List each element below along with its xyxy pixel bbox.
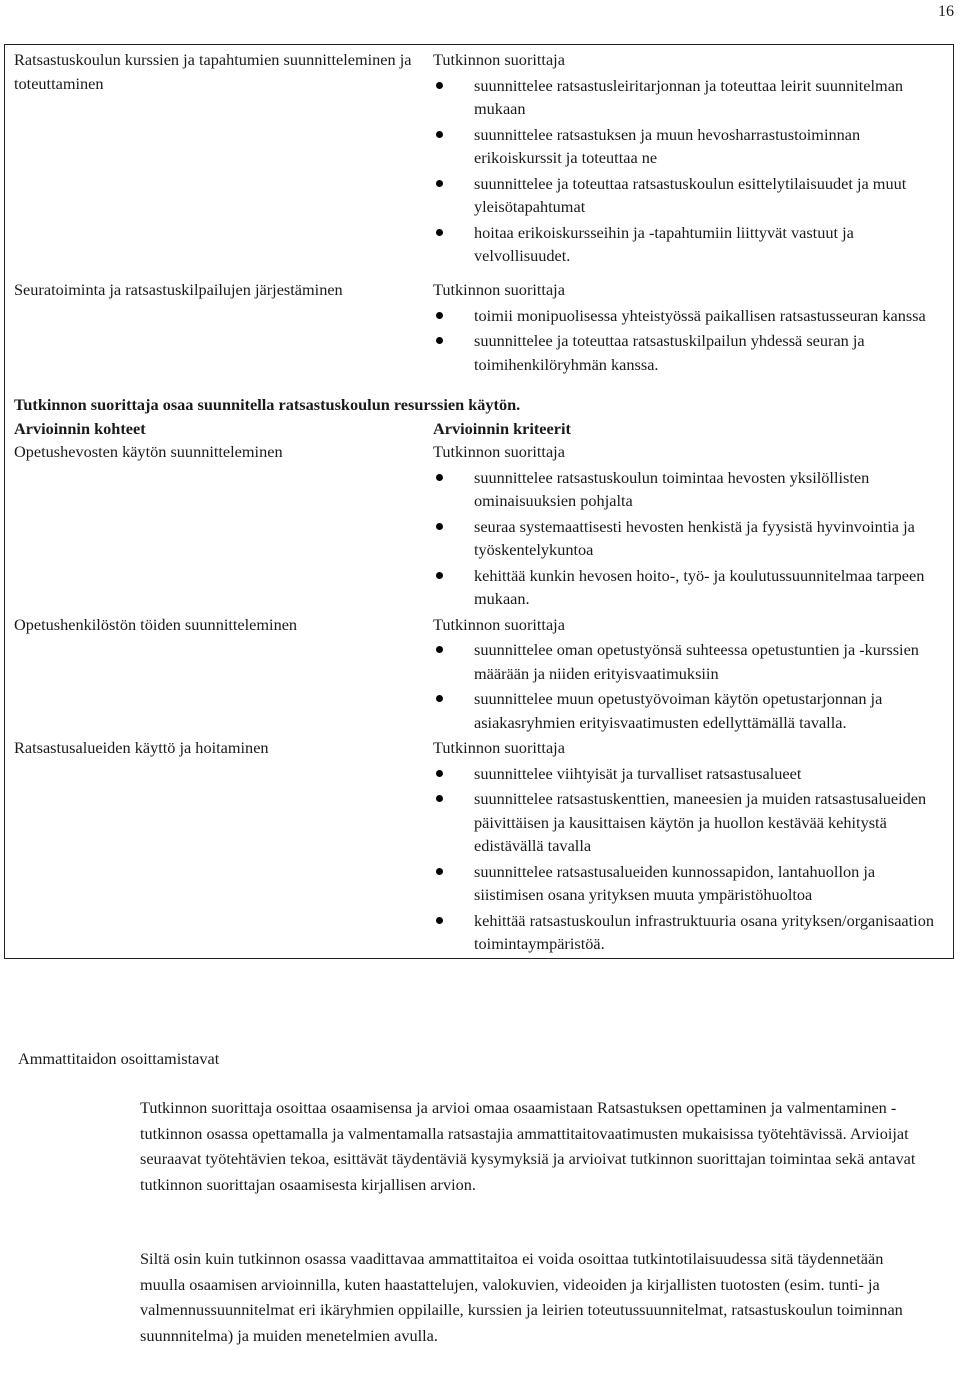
table-row — [5, 45, 953, 278]
header-criteria: Arvioinnin kriteerit — [433, 418, 571, 438]
assessment-criteria — [418, 736, 953, 958]
list-item: suunnittelee ja toteuttaa ratsastuskilpailun yhdessä seuran ja toimihenkilöryhmän kanssa. — [433, 329, 953, 376]
list-item: suunnittelee ratsastuskoulun toimintaa hevosten yksilöllisten ominaisuuksien pohjalta — [433, 466, 953, 513]
criteria-list — [433, 74, 953, 268]
list-item: suunnittelee viihtyisät ja turvalliset ratsastusalueet — [433, 762, 953, 786]
list-item: kehittää ratsastuskoulun infrastruktuuria osana yrityksen/organisaation toimintaympäristöä. — [433, 909, 953, 956]
table-row — [5, 736, 953, 958]
criteria-list — [433, 304, 953, 377]
assessment-criteria — [418, 613, 953, 737]
assessment-target: Ratsastuskoulun kurssien ja tapahtumien suunnitteleminen ja toteuttaminen — [14, 50, 412, 93]
criteria-list — [433, 762, 953, 956]
table-row — [5, 613, 953, 737]
section-heading: Ammattitaidon osoittamistavat — [18, 1049, 220, 1068]
criteria-lead: Tutkinnon suorittaja — [433, 442, 565, 461]
table-header — [5, 417, 953, 441]
list-item: suunnittelee ja toteuttaa ratsastuskoulun esittelytilaisuudet ja muut yleisötapahtumat — [433, 172, 953, 219]
table-row — [5, 278, 953, 393]
assessment-target: Ratsastusalueiden käyttö ja hoitaminen — [14, 738, 269, 757]
list-item: toimii monipuolisessa yhteistyössä paikallisen ratsastusseuran kanssa — [433, 304, 953, 328]
criteria-list — [433, 466, 953, 611]
list-item: suunnittelee ratsastuskenttien, maneesien ja muiden ratsastusalueiden päivittäisen ja kausittaisen käytön ja huollon kestävää kehitystä edistävällä tavalla — [433, 787, 953, 858]
criteria-lead: Tutkinnon suorittaja — [433, 614, 565, 634]
criteria-list — [433, 638, 953, 734]
criteria-lead: Tutkinnon suorittaja — [433, 50, 565, 69]
assessment-target: Opetushevosten käytön suunnitteleminen — [14, 442, 283, 461]
assessment-criteria — [418, 48, 953, 278]
list-item: suunnittelee ratsastusleiritarjonnan ja toteuttaa leirit suunnitelman mukaan — [433, 74, 953, 121]
assessment-criteria — [418, 278, 953, 393]
list-item: kehittää kunkin hevosen hoito-, työ- ja koulutussuunnitelmaa tarpeen mukaan. — [433, 564, 953, 611]
criteria-lead: Tutkinnon suorittaja — [433, 280, 565, 299]
assessment-target: Opetushenkilöstön töiden suunnitteleminen — [14, 614, 298, 634]
table-row — [5, 440, 953, 613]
header-targets: Arvioinnin kohteet — [14, 418, 146, 438]
objective-heading: Tutkinnon suorittaja osaa suunnitella ratsastuskoulun resurssien käytön. — [14, 395, 521, 414]
body-paragraph: Siltä osin kuin tutkinnon osassa vaadittavaa ammattitaitoa ei voida osoittaa tutkintotilaisuudessa sitä täydennetään muulla osaamisen arvioinnilla, kuten haastattelujen, valokuvien, videoiden ja kirjallisten tuotosten (esim. tunti- ja valmennussuunnitelmat eri ikäryhmien oppilaille, kurssien ja leirien toteutussuunnitelmat, ratsastuskoulun toiminnan suunnnitelma) ja muiden menetelmien avulla. — [140, 1249, 903, 1345]
list-item: hoitaa erikoiskursseihin ja -tapahtumiin liittyvät vastuut ja velvollisuudet. — [433, 221, 953, 268]
list-item: suunnittelee ratsastuksen ja muun hevosharrastustoiminnan erikoiskurssit ja toteuttaa ne — [433, 123, 953, 170]
assessment-table — [4, 44, 954, 959]
page-number: 16 — [938, 3, 954, 20]
list-item: suunnittelee ratsastusalueiden kunnossapidon, lantahuollon ja siistimisen osana yrityksen muuta ympäristöhuoltoa — [433, 860, 953, 907]
body-paragraph: Tutkinnon suorittaja osoittaa osaamisensa ja arvioi omaa osaamistaan Ratsastuksen opettaminen ja valmentaminen -tutkinnon osassa opettamalla ja valmentamalla ratsastajia ammattitaitovaatimusten mukaisissa työtehtävissä. Arvioijat seuraavat työtehtävien tekoa, esittävät täydentäviä kysymyksiä ja arvioivat tutkinnon suorittajan toimintaa sekä antavat tutkinnon suorittajan osaamisesta kirjallisen arvion. — [140, 1098, 916, 1194]
list-item: seuraa systemaattisesti hevosten henkistä ja fyysistä hyvinvointia ja työskentelykuntoa — [433, 515, 953, 562]
criteria-lead: Tutkinnon suorittaja — [433, 738, 565, 757]
assessment-target: Seuratoiminta ja ratsastuskilpailujen järjestäminen — [14, 280, 343, 299]
list-item: suunnittelee oman opetustyönsä suhteessa opetustuntien ja -kurssien määrään ja niiden erityisvaatimuksiin — [433, 638, 953, 685]
assessment-criteria — [418, 440, 953, 613]
list-item: suunnittelee muun opetustyövoiman käytön opetustarjonnan ja asiakasryhmien erityisvaatimusten edellyttämällä tavalla. — [433, 687, 953, 734]
